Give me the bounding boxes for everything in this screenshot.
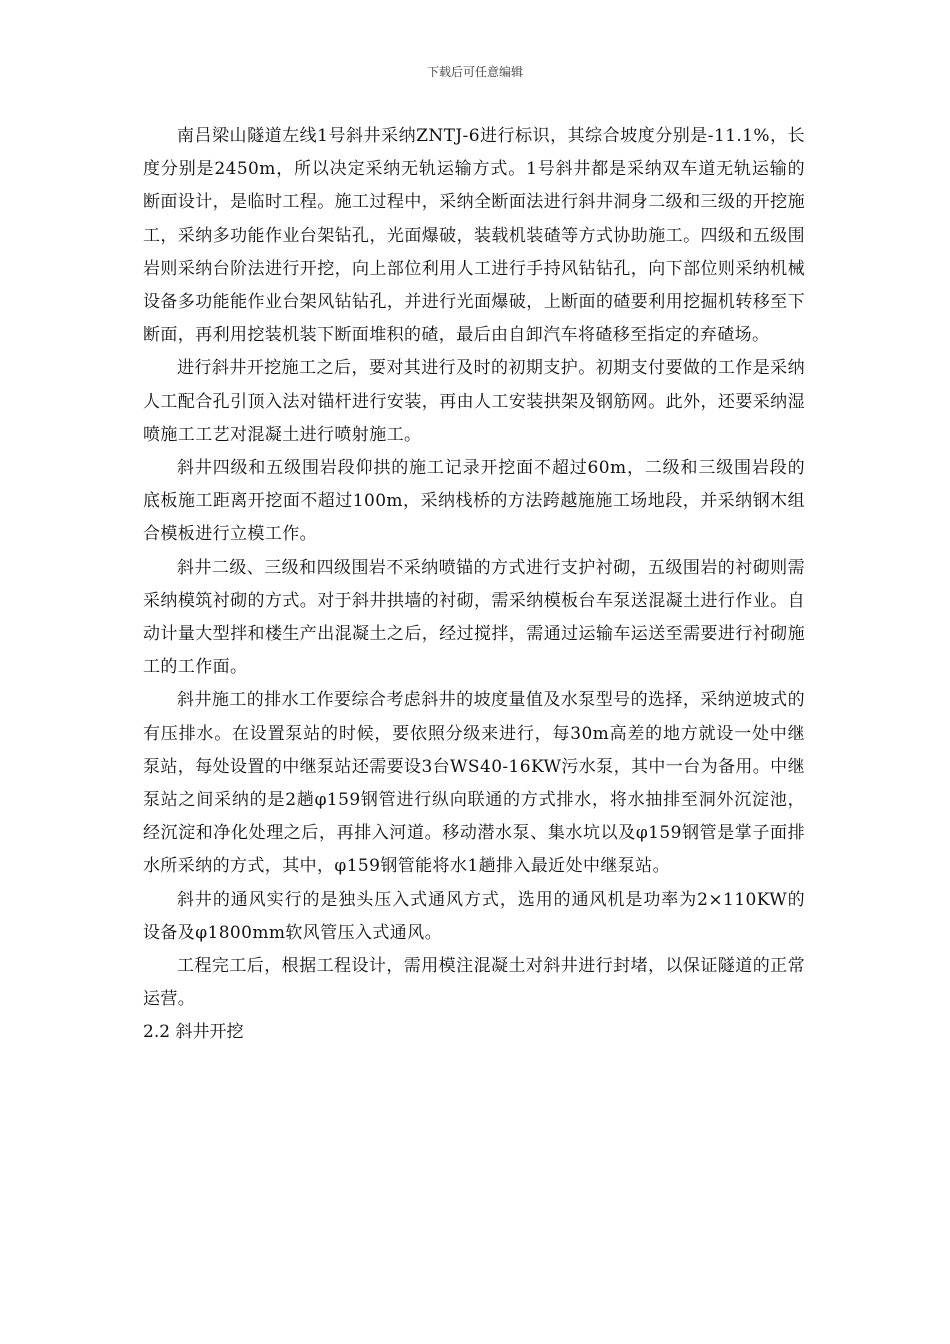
paragraph-1: 南吕梁山隧道左线1号斜井采纳ZNTJ-6进行标识，其综合坡度分别是-11.1%，长度分别是2450m，所以决定采纳无轨运输方式。1号斜井都是采纳双车道无轨运输的断面设计，是临时工程。施工过程中，采纳全断面法进行斜井洞身二级和三级的开挖施工，采纳多功能作业台架钻孔，光面爆破，装载机装碴等方式协助施工。四级和五级围岩则采纳台阶法进行开挖，向上部位利用人工进行手持风钻钻孔，向下部位则采纳机械设备多功能能作业台架风钻钻孔，并进行光面爆破，上断面的碴要利用挖掘机转移至下断面，再利用挖装机装下断面堆积的碴，最后由自卸汽车将碴移至指定的弃碴场。 xyxy=(143,126,805,346)
paragraph-3: 斜井四级和五级围岩段仰拱的施工记录开挖面不超过60m，二级和三级围岩段的底板施工距离开挖面不超过100m，采纳栈桥的方法跨越施施工场地段，并采纳钢木组合模板进行立模工作。 xyxy=(143,458,805,545)
paragraph-2: 进行斜井开挖施工之后，要对其进行及时的初期支护。初期支付要做的工作是采纳人工配合孔引顶入法对锚杆进行安装，再由人工安装拱架及钢筋网。此外，还要采纳湿喷施工工艺对混凝土进行喷射施工。 xyxy=(143,358,805,445)
paragraph-4: 斜井二级、三级和四级围岩不采纳喷锚的方式进行支护衬砌，五级围岩的衬砌则需采纳模筑衬砌的方式。对于斜井拱墙的衬砌，需采纳模板台车泵送混凝土进行作业。自动计量大型拌和楼生产出混凝土之后，经过搅拌，需通过运输车运送至需要进行衬砌施工的工作面。 xyxy=(143,557,805,678)
paragraph-6: 斜井的通风实行的是独头压入式通风方式，选用的通风机是功率为2×110KW的设备及φ1800mm软风管压入式通风。 xyxy=(143,889,805,943)
paragraph-5: 斜井施工的排水工作要综合考虑斜井的坡度量值及水泵型号的选择，采纳逆坡式的有压排水。在设置泵站的时候，要依照分级来进行，每30m高差的地方就设一处中继泵站，每处设置的中继泵站还需要设3台WS40-16KW污水泵，其中一台为备用。中继泵站之间采纳的是2趟φ159钢管进行纵向联通的方式排水，将水抽排至洞外沉淀池，经沉淀和净化处理之后，再排入河道。移动潜水泵、集水坑以及φ159钢管是掌子面排水所采纳的方式，其中，φ159钢管能将水1趟排入最近处中继泵站。 xyxy=(143,690,805,877)
paragraph-7: 工程完工后，根据工程设计，需用模注混凝土对斜井进行封堵，以保证隧道的正常运营。 xyxy=(143,956,805,1010)
page-header: 下载后可任意编辑 xyxy=(426,65,523,79)
section-heading: 2.2 斜井开挖 xyxy=(143,1022,244,1043)
document-body xyxy=(143,120,805,1050)
